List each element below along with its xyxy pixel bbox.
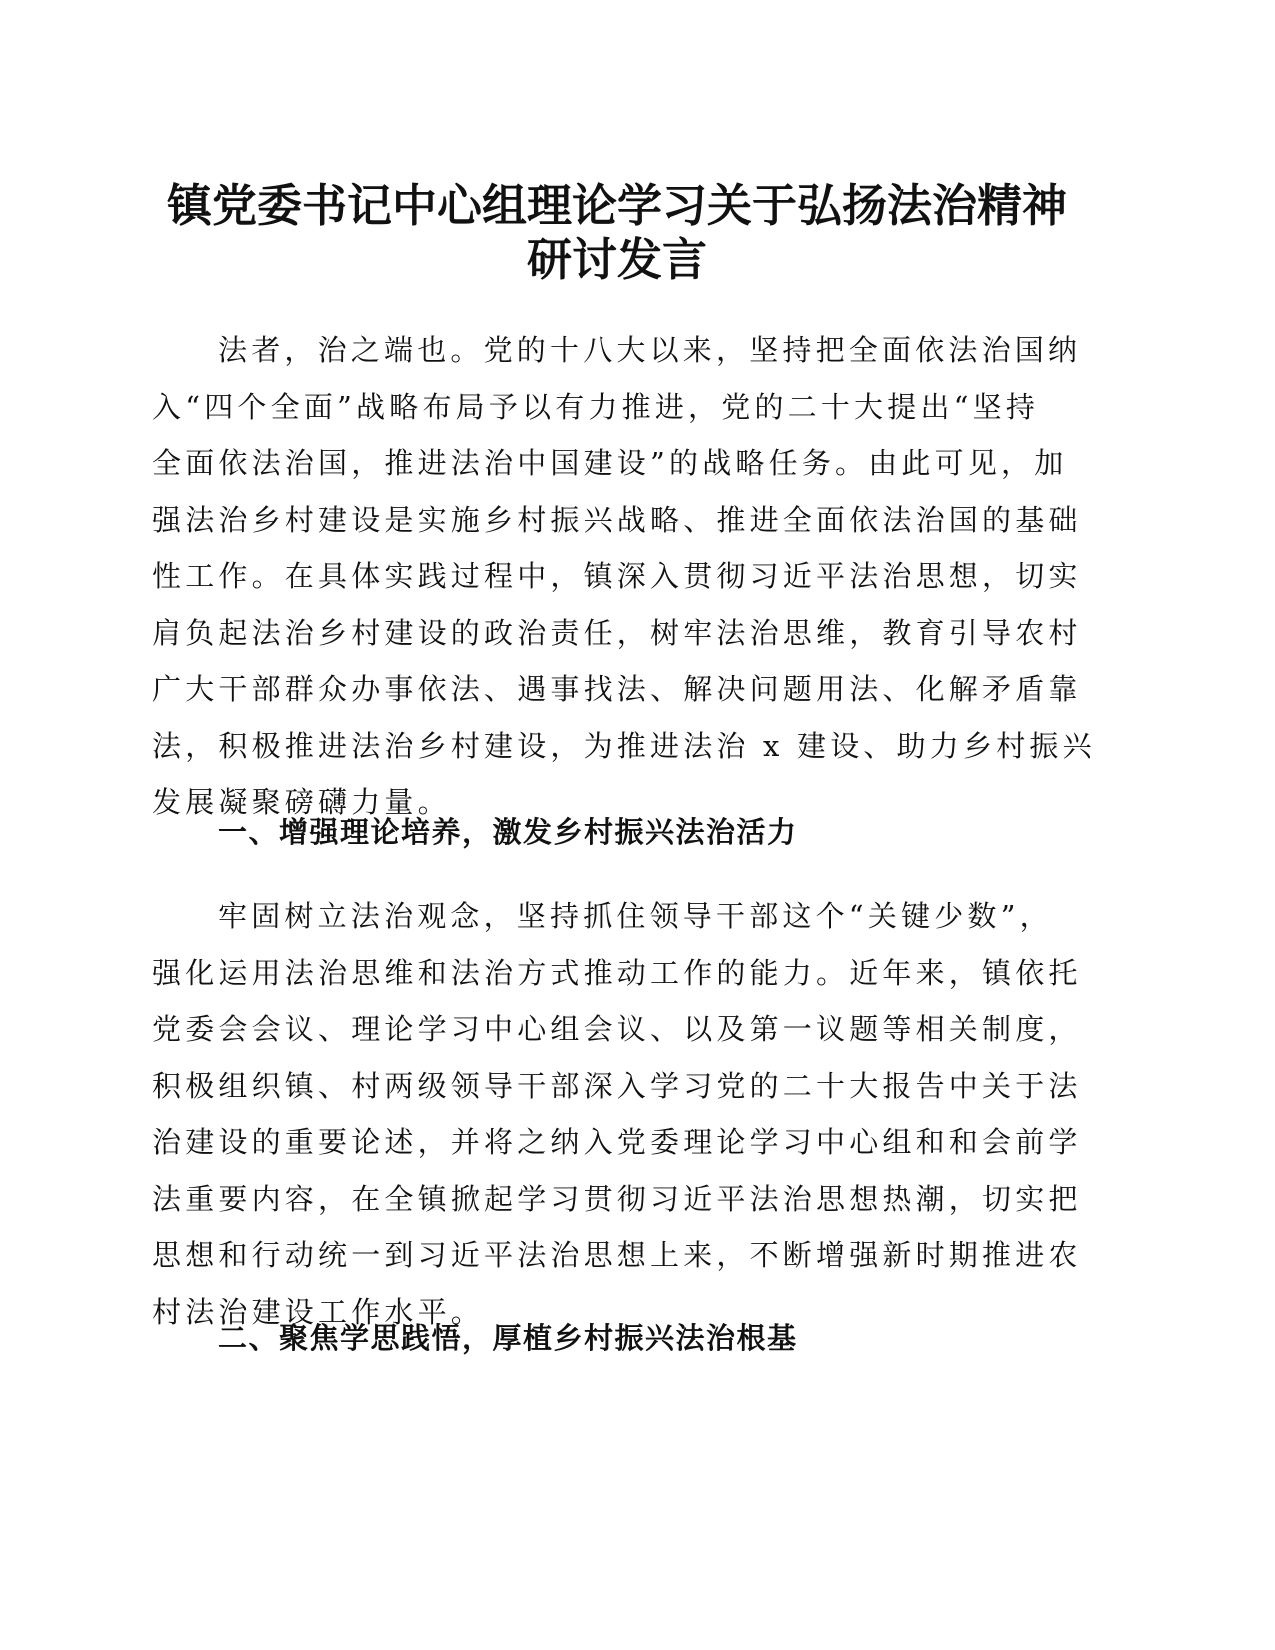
paragraph-line: 村法治建设工作水平。	[152, 1294, 485, 1329]
paragraph-line: 入“四个全面”战略布局予以有力推进，党的二十大提出“坚持	[152, 389, 1040, 424]
section-heading-2: 二、聚焦学思践悟，厚植乡村振兴法治根基	[218, 1321, 798, 1355]
section-heading-1: 一、增强理论培养，激发乡村振兴法治活力	[218, 815, 798, 849]
paragraph-line: 党委会会议、理论学习中心组会议、以及第一议题等相关制度，	[152, 1012, 1082, 1046]
paragraph-line: 积极组织镇、村两级领导干部深入学习党的二十大报告中关于法	[152, 1068, 1082, 1103]
paragraph-line: 发展凝聚磅礴力量。	[152, 785, 451, 819]
paragraph-line: 思想和行动统一到习近平法治思想上来，不断增强新时期推进农	[152, 1238, 1082, 1272]
paragraph-line: 强法治乡村建设是实施乡村振兴战略、推进全面依法治国的基础	[152, 502, 1082, 537]
paragraph-line: 牢固树立法治观念，坚持抓住领导干部这个“关键少数”，	[218, 899, 1053, 933]
paragraph-line: 法者，治之端也。党的十八大以来，坚持把全面依法治国纳	[218, 333, 1082, 367]
paragraph-line: 强化运用法治思维和法治方式推动工作的能力。近年来，镇依托	[152, 955, 1082, 990]
paragraph-line: 性工作。在具体实践过程中，镇深入贯彻习近平法治思想，切实	[152, 559, 1082, 593]
paragraph-line: 全面依法治国，推进法治中国建设”的战略任务。由此可见，加	[152, 446, 1068, 480]
section-1-paragraph	[152, 888, 1092, 1340]
document-title-line-2: 研讨发言	[526, 233, 707, 286]
paragraph-line: 法重要内容，在全镇掀起学习贯彻习近平法治思想热潮，切实把	[152, 1181, 1082, 1216]
paragraph-line: 广大干部群众办事依法、遇事找法、解决问题用法、化解矛盾靠	[152, 672, 1082, 706]
paragraph-line: 治建设的重要论述，并将之纳入党委理论学习中心组和和会前学	[152, 1125, 1082, 1159]
paragraph-line: 肩负起法治乡村建设的政治责任，树牢法治思维，教育引导农村	[152, 615, 1082, 650]
paragraph-line: 法，积极推进法治乡村建设，为推进法治 x 建设、助力乡村振兴	[152, 728, 1096, 763]
document-title-line-1: 镇党委书记中心组理论学习关于弘扬法治精神	[166, 179, 1067, 232]
intro-paragraph	[152, 322, 1096, 831]
